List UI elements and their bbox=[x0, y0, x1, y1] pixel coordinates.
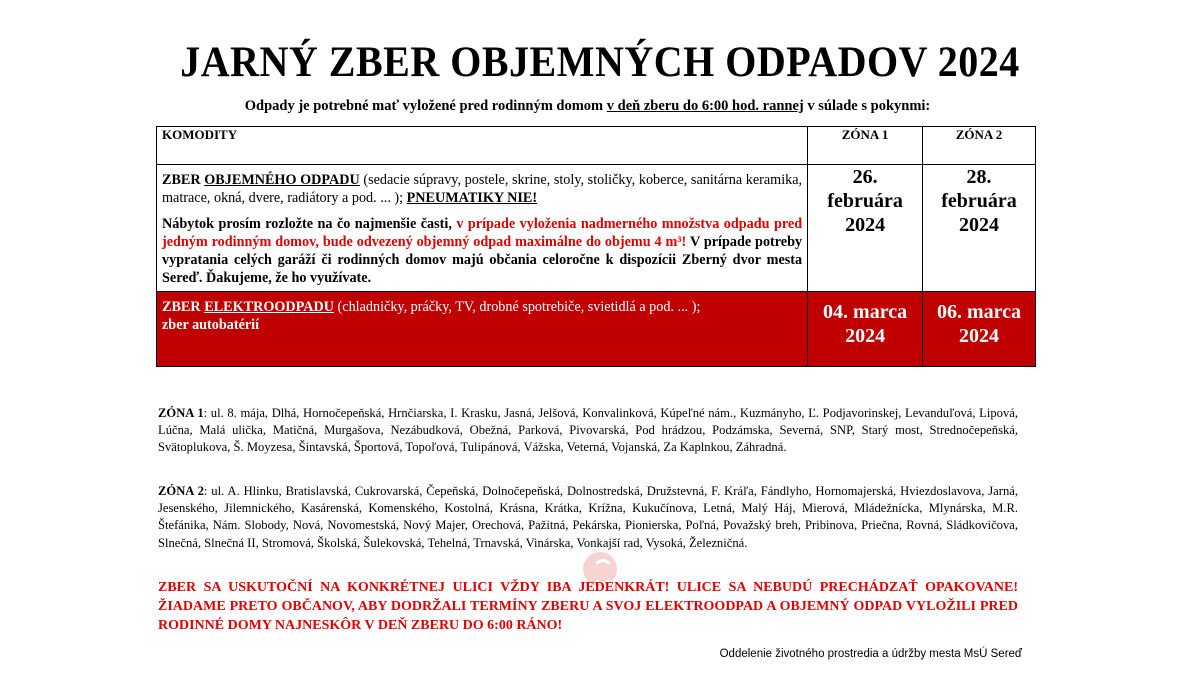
date-year: 2024 bbox=[959, 214, 1000, 236]
date-year: 2024 bbox=[845, 214, 886, 236]
table-row-bulky-waste bbox=[157, 165, 1036, 292]
zone-2-label: ZÓNA 2 bbox=[158, 484, 204, 498]
subtitle-text-2: v súlade s pokynmi: bbox=[803, 98, 931, 114]
zone-1-streets bbox=[158, 405, 1018, 457]
subtitle-text-1: Odpady je potrebné mať vyložené pred rodinným domom bbox=[244, 98, 607, 114]
header-zona-2: ZÓNA 2 bbox=[923, 127, 1036, 165]
bulky-waste-date-zone-1 bbox=[808, 165, 923, 292]
date-day: 04. marca bbox=[823, 301, 908, 323]
table-header-row bbox=[157, 127, 1036, 165]
tires-notice: PNEUMATIKY NIE! bbox=[406, 190, 538, 206]
bulky-waste-items: (sedacie súpravy, postele, skrine, stoly, stoličky, koberce, sanitárna keramika, matrace, okná, dvere, radiátory a pod. ... ); bbox=[162, 172, 803, 206]
footer-department: Oddelenie životného prostredia a údržby mesta MsÚ Sereď bbox=[719, 648, 1022, 660]
schedule-table bbox=[156, 126, 1036, 367]
bulky-waste-date-zone-2 bbox=[923, 165, 1036, 292]
date-day: 06. marca bbox=[936, 301, 1022, 323]
bulky-waste-category: OBJEMNÉHO ODPADU bbox=[204, 172, 360, 188]
table-row-e-waste bbox=[157, 292, 1036, 367]
date-day: 26. bbox=[852, 166, 878, 188]
subtitle-underlined-text: v deň zberu do 6:00 hod. rannej bbox=[606, 98, 804, 114]
date-month: februára bbox=[941, 190, 1017, 212]
instruction-subtitle bbox=[0, 98, 1175, 115]
zone-2-street-list: : ul. A. Hlinku, Bratislavská, Cukrovarská, Čepeňská, Dolnočepeňská, Dolnostredská, Družstevná, F. Kráľa, Fándlyho, Hornomajerská, Hviezdoslavova, Jarná, Jesenského, Jilemnického, Kasárenská, Komenského, Kostolná, Krásna, Krátka, Krížna, Kukučínova, Letná, Malý Háj, Mierová, Mládežnícka, Mlynárska, M.R. Štefánika, Nám. Slobody, Nová, Novomestská, Nový Majer, Orechová, Pažitná, Pekárska, Pionierska, Poľná, Považský breh, Pribinova, Priečna, Rovná, Sládkovičova, Slnečná, Slnečná II, Stromová, Školská, Šulekovská, Tehelná, Trnavská, Vinárska, Vonkajší rad, Vysoká, Železničná. bbox=[158, 484, 1018, 550]
header-komodity: KOMODITY bbox=[157, 127, 808, 165]
car-battery-collection: zber autobatérií bbox=[162, 317, 260, 333]
e-waste-date-zone-2 bbox=[923, 292, 1036, 367]
zber-label: ZBER bbox=[162, 172, 205, 188]
page-title: JARNÝ ZBER OBJEMNÝCH ODPADOV 2024 bbox=[180, 37, 1020, 86]
volume-limit-warning: v prípade vyloženia nadmerného množstva odpadu pred jedným rodinným domov, bude odvezený objemný odpad maximálne do objemu 4 m³! bbox=[162, 216, 803, 250]
date-day: 28. bbox=[966, 166, 992, 188]
zber-label: ZBER bbox=[162, 299, 205, 315]
collection-warning: ZBER SA USKUTOČNÍ NA KONKRÉTNEJ ULICI VŽDY IBA JEDENKRÁT! ULICE SA NEBUDÚ PRECHÁDZAŤ OPAKOVANE! ŽIADAME PRETO OBČANOV, ABY DODRŽALI TERMÍNY ZBERU A SVOJ ELEKTROODPAD A OBJEMNÝ ODPAD VYLOŽILI PRED RODINNÉ DOMY NAJNESKÔR V DEŇ ZBERU DO 6:00 RÁNO! bbox=[158, 580, 1018, 633]
zone-1-street-list: : ul. 8. mája, Dlhá, Hornočepeňská, Hrnčiarska, I. Krasku, Jasná, Jelšová, Konvalinková, Kúpeľné nám., Kuzmányho, Ľ. Podjavorinskej, Levanduľová, Lipová, Lúčna, Malá ulička, Matičná, Murgašova, Nezábudková, Obežná, Parková, Pivovarská, Pod hrádzou, Podzámska, Severná, SNP, Starý most, Strednočepeňská, Svätoplukova, Š. Moyzesa, Šintavská, Športová, Topoľová, Tulipánová, Vážska, Veterná, Vojanská, Za Kaplnkou, Záhradná. bbox=[158, 406, 1018, 455]
e-waste-date-zone-1 bbox=[808, 292, 923, 367]
bulky-waste-description bbox=[157, 165, 808, 292]
e-waste-category: ELEKTROODPADU bbox=[204, 299, 334, 315]
date-year: 2024 bbox=[845, 325, 886, 347]
header-zona-1: ZÓNA 1 bbox=[808, 127, 923, 165]
zone-2-streets bbox=[158, 483, 1018, 552]
e-waste-items: (chladničky, práčky, TV, drobné spotrebiče, svietidlá a pod. ... ); bbox=[334, 299, 701, 315]
collection-yard-info: V prípade potreby vypratania celých garáží či rodinných domov majú občania celoročne k dispozícii Zberný dvor mesta Sereď. Ďakujeme, že ho využívate. bbox=[162, 234, 803, 286]
date-month: februára bbox=[827, 190, 903, 212]
zone-1-label: ZÓNA 1 bbox=[158, 406, 204, 420]
date-year: 2024 bbox=[959, 325, 1000, 347]
e-waste-description bbox=[157, 292, 808, 367]
furniture-instruction: Nábytok prosím rozložte na čo najmenšie časti, bbox=[162, 216, 457, 232]
